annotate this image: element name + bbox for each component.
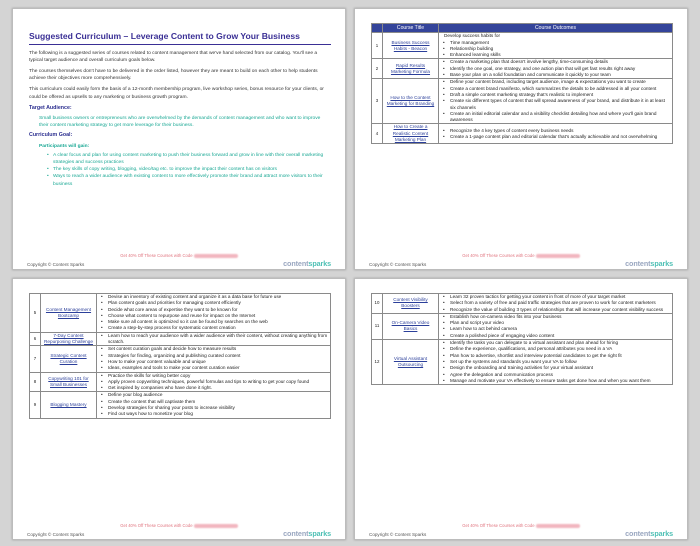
outcome-item: • Set up the systems and standards you want your VA to follow (442, 359, 670, 365)
page-2 (354, 8, 688, 270)
course-title-link[interactable]: Copywriting 101 for Small Businesses (48, 375, 89, 387)
outcome-item: • Devise an inventory of existing content and organize it as a data base for future use (100, 294, 328, 300)
course-title-link[interactable]: On-Camera Video Basics (391, 320, 430, 332)
outcome-item: • Practice the skills for writing better copy (100, 373, 328, 379)
course-title-cell (41, 332, 97, 346)
table-row (372, 33, 673, 59)
table-row (372, 59, 673, 79)
course-outcomes-cell (97, 294, 331, 333)
outcome-item: • Develop strategies for sharing your posts to increase visibility (100, 405, 328, 411)
course-title-link[interactable]: How to the Content Marketing for Branding (386, 95, 435, 107)
goal-item: • A clear focus and plan for using content marketing to push their business forward and grow in line with their overall marketing strategies and success practices (47, 152, 331, 167)
course-number: 7 (30, 346, 41, 372)
outcome-list (442, 314, 670, 339)
header-number (372, 24, 383, 33)
page-1 (12, 8, 346, 270)
course-title-link[interactable]: Content Management Bootcamp (45, 306, 92, 318)
outcome-item: • Get inspired by companies who have done it right. (100, 385, 328, 391)
discount-offer-text: Get 40% Off These Courses with Code (462, 253, 535, 258)
course-outcomes-cell (439, 59, 673, 79)
outcome-item: • Recognize the 4 key types of content every business needs (442, 128, 670, 134)
outcome-item: • Create a marketing plan that doesn't involve lengthy, time-consuming details (442, 59, 670, 65)
outcome-list (442, 40, 670, 59)
outcome-list (100, 294, 328, 332)
outcome-item: • Strategies for finding, organizing and publishing curated content (100, 353, 328, 359)
course-number: 6 (30, 332, 41, 346)
course-number: 8 (30, 372, 41, 392)
copyright: Copyright © Content Sparks (27, 262, 85, 267)
outcome-item: • Select from a variety of free and paid traffic strategies that are proven to work for content marketers (442, 300, 670, 306)
outcome-item: • Make sure all content is optimized so it can be found by searches on the web (100, 319, 328, 325)
title-divider (29, 44, 331, 45)
discount-offer-text: Get 40% Off These Courses with Code (120, 523, 193, 528)
course-title-cell (41, 346, 97, 372)
course-title-link[interactable]: Business Success Habits - Beacon (391, 39, 430, 51)
table-row (30, 332, 331, 346)
discount-offer (13, 253, 345, 258)
content-sparks-logo: contentsparks (625, 529, 673, 538)
outcome-item: • Draft a simple content marketing strategy that's realistic to implement (442, 92, 670, 98)
course-number: 11 (372, 313, 383, 339)
outcome-list (100, 346, 328, 371)
table-row (372, 294, 673, 314)
outcome-item: • Ideas, examples and tools to make your content curation easier (100, 365, 328, 371)
document-title: Suggested Curriculum – Leverage Content to Grow Your Business (29, 31, 300, 41)
course-title-cell (383, 33, 439, 59)
outcome-item: • Identify the tasks you can delegate to a virtual assistant and plan ahead for hiring (442, 340, 670, 346)
course-title-link[interactable]: Virtual Assistant Outsourcing (393, 355, 428, 368)
course-number: 4 (372, 124, 383, 144)
outcome-item: • Create a content brand manifesto, which summarizes the details to be addressed in all your content (442, 86, 670, 92)
course-number: 9 (30, 392, 41, 418)
course-number: 3 (372, 79, 383, 124)
outcome-item: • Find out ways how to monetize your blog (100, 411, 328, 417)
course-number: 1 (372, 33, 383, 59)
outcome-list (100, 392, 328, 417)
content-sparks-logo: contentsparks (625, 259, 673, 268)
discount-offer (355, 253, 687, 258)
course-title-cell (383, 59, 439, 79)
course-table (29, 293, 331, 419)
outcome-item: • Create a polished piece of engaging video content (442, 333, 670, 339)
course-title-cell (383, 79, 439, 124)
intro-section (29, 50, 331, 188)
redacted-code (194, 524, 238, 528)
discount-offer (13, 523, 345, 528)
goal-item: • The key skills of copy writing, blogging, video/tag etc. to improve the impact their content has on visitors (47, 166, 331, 173)
target-audience-heading: Target Audience: (29, 104, 72, 111)
course-title-cell (41, 392, 97, 418)
outcome-item: • Define the experience, qualifications, and personal attributes you need in a VA (442, 346, 670, 352)
copyright: Copyright © Content Sparks (27, 532, 85, 537)
redacted-code (536, 254, 580, 258)
outcome-item: • Define your content brand, including target audience, image & expectations you want to create (442, 79, 670, 85)
course-title-link[interactable]: Rapid Results Marketing Formula (390, 62, 431, 74)
outcome-list (100, 373, 328, 392)
outcome-item: • Choose what content to repurpose and reuse for impact on the Internet (100, 313, 328, 319)
intro-paragraph: The following is a suggested series of courses related to content management that we've hand selected from our catalog. You'll see a typical target audience and overall curriculum goals below. (29, 51, 318, 64)
course-outcomes-cell (439, 79, 673, 124)
target-audience-text: Small business owners or entrepreneurs who are overwhelmed by the demands of content management and who want to improve their content marketing strategy to get more leverage for their business. (39, 115, 321, 129)
outcome-item: • Time management (442, 40, 670, 46)
outcome-item: • Establish how on-camera video fits into your business (442, 314, 670, 320)
outcome-item: • Enhanced learning skills (442, 52, 670, 58)
outcome-item: • Design the onboarding and training activities for your virtual assistant (442, 365, 670, 371)
table-row (30, 392, 331, 418)
course-number: 5 (30, 294, 41, 333)
outcome-item: • Identify the one goal, one strategy, and one action plan that will get fast results right away (442, 66, 670, 72)
course-title-cell (383, 294, 439, 314)
course-number: 2 (372, 59, 383, 79)
redacted-code (536, 524, 580, 528)
course-outcomes-cell (97, 346, 331, 372)
course-title-cell (383, 313, 439, 339)
outcome-item: • Create a step-by-step process for systematic content creation (100, 325, 328, 331)
outcome-item: • How to make your content valuable and unique (100, 359, 328, 365)
course-title-cell (383, 124, 439, 144)
course-outcomes-cell (439, 33, 673, 59)
outcome-item: • Create six different types of content that will spread awareness of your brand, and distribute it in at least six channels (442, 98, 670, 111)
outcome-item: • Agree the delegation and communication process (442, 372, 670, 378)
outcome-list (442, 79, 670, 123)
outcome-item: • Apply proven copywriting techniques, powerful formulas and tips to writing to get your copy found (100, 379, 328, 385)
outcome-item: • Learn how to reach your audience with a wider audience with their content, without creating anything from scratch. (100, 333, 328, 346)
content-sparks-logo: contentsparks (283, 259, 331, 268)
copyright: Copyright © Content Sparks (369, 532, 427, 537)
outcome-item: • Manage and motivate your VA effectively to ensure tasks get done how and when you want them (442, 378, 670, 384)
outcome-item: • Plan how to advertise, shortlist and interview potential candidates to get the right fit (442, 353, 670, 359)
goal-list (47, 152, 331, 188)
course-title-cell (41, 294, 97, 333)
table-row (372, 79, 673, 124)
discount-offer-text: Get 40% Off These Courses with Code (462, 523, 535, 528)
course-title-link[interactable]: Strategic Content Curation (50, 352, 87, 364)
outcome-item: • Learn how to act behind camera (442, 326, 670, 332)
outcome-item: • Base your plan on a solid foundation and communicate it quickly to your team (442, 72, 670, 78)
course-title-link[interactable]: Blogging Mastery (50, 401, 87, 407)
header-course-title: Course Title (383, 24, 439, 33)
redacted-code (194, 254, 238, 258)
table-row (372, 313, 673, 339)
outcome-item: • Learn 32 proven tactics for getting your content in front of more of your target market (442, 294, 670, 300)
page-3 (12, 278, 346, 540)
course-outcomes-cell (439, 294, 673, 314)
course-title-cell (41, 372, 97, 392)
outcome-item: • Plan content goals and priorities for managing content efficiently (100, 300, 328, 306)
course-title-link[interactable]: How to Create a Realistic Content Marketing Plan (392, 124, 429, 143)
goal-subheading: Participants will gain: (39, 143, 90, 149)
course-title-link[interactable]: 7-Day Content Repurposing Challenge (44, 332, 93, 345)
intro-paragraph: The courses themselves don't have to be delivered in the order listed, however they are meant to build on each other to help students achieve their objectives more comprehensively. (29, 69, 318, 82)
outcome-item: • Create a 1-page content plan and editorial calendar that's actually achievable and not overwhelming (442, 134, 670, 140)
course-table (371, 293, 673, 385)
outcome-item: • Create an initial editorial calendar and a visibility checklist detailing how and where you'll gain brand awareness (442, 111, 670, 124)
table-row (372, 340, 673, 385)
outcome-item: • Relationship building (442, 46, 670, 52)
outcome-item: • Decide what core areas of expertise they want to be known for (100, 307, 328, 313)
outcome-list (442, 128, 670, 141)
course-outcomes-cell (439, 340, 673, 385)
course-outcomes-cell (97, 372, 331, 392)
outcome-list (100, 333, 328, 346)
outcome-item: • Plan and script your video (442, 320, 670, 326)
outcome-item: • Recognize the value of building 3 types of relationships that will increase your content visibility success (442, 307, 670, 313)
outcome-lead: Develop success habits for (444, 33, 501, 39)
course-outcomes-cell (97, 392, 331, 418)
table-row (30, 372, 331, 392)
outcome-list (442, 340, 670, 384)
header-course-outcomes: Course Outcomes (439, 24, 673, 33)
intro-paragraph: This curriculum could easily form the basis of a 12-month membership program, live workshop series, bonus resource for your clients, or could be offered as upsells to any marketing or business growth program. (29, 87, 324, 100)
curriculum-goal-heading: Curriculum Goal: (29, 132, 73, 139)
table-row (30, 346, 331, 372)
course-outcomes-cell (97, 332, 331, 346)
course-title-cell (383, 340, 439, 385)
outcome-item: • Define your blog audience (100, 392, 328, 398)
discount-offer (355, 523, 687, 528)
goal-item: • Ways to reach a wider audience with existing content to more effectively promote their brand and attract more visitors to their business (47, 173, 331, 188)
table-row (30, 294, 331, 333)
course-outcomes-cell (439, 124, 673, 144)
outcome-item: • Set content curation goals and decide how to measure results (100, 346, 328, 352)
outcome-list (442, 294, 670, 313)
outcome-list (442, 59, 670, 78)
course-outcomes-cell (439, 313, 673, 339)
course-title-link[interactable]: Content Visibility Boosters (393, 297, 428, 309)
content-sparks-logo: contentsparks (283, 529, 331, 538)
outcome-item: • Create the content that will captivate them (100, 399, 328, 405)
course-table (371, 23, 673, 144)
table-row (372, 124, 673, 144)
copyright: Copyright © Content Sparks (369, 262, 427, 267)
course-number: 12 (372, 340, 383, 385)
discount-offer-text: Get 40% Off These Courses with Code (120, 253, 193, 258)
course-number: 10 (372, 294, 383, 314)
page-4 (354, 278, 688, 540)
